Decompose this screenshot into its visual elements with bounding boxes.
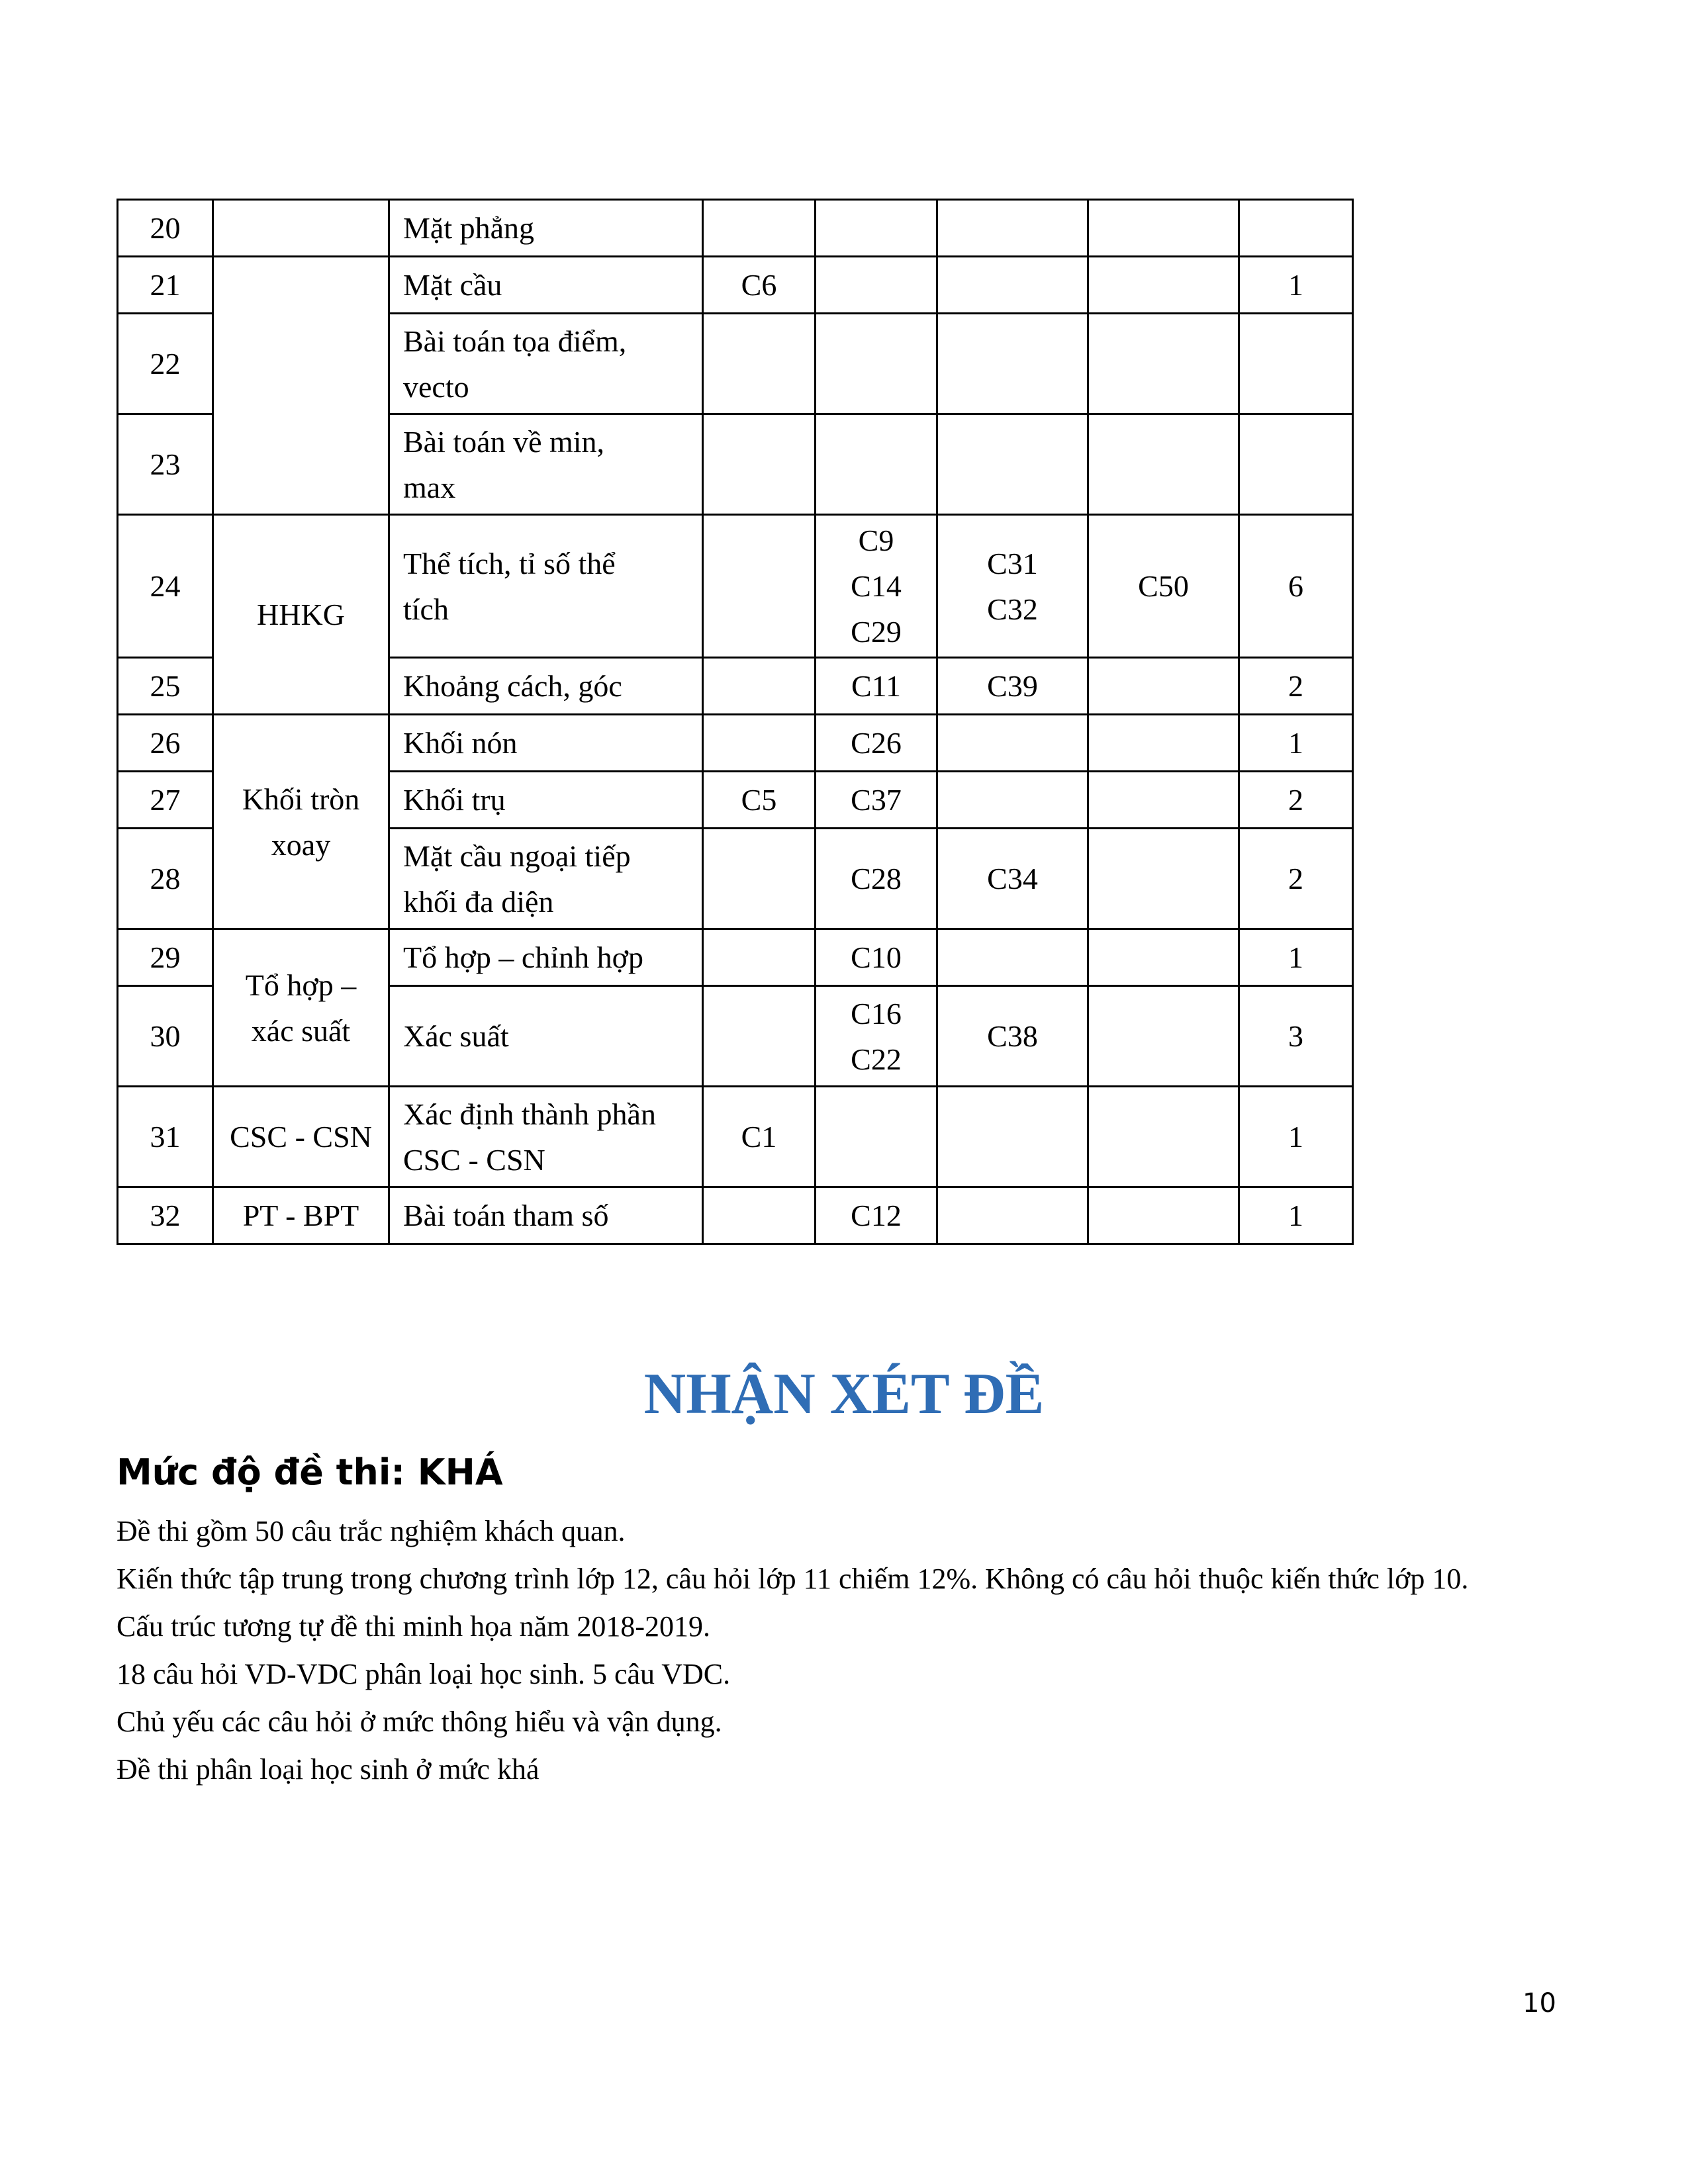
chapter-cell: HHKG	[213, 515, 389, 715]
note-line: 18 câu hỏi VD-VDC phân loại học sinh. 5 câu VDC.	[117, 1658, 731, 1690]
topic-cell	[389, 257, 703, 314]
level3-cell	[937, 772, 1088, 829]
total-cell: 1	[1239, 715, 1353, 772]
total-cell: 1	[1239, 929, 1353, 986]
level2-cell	[816, 772, 937, 829]
level4-cell	[1088, 929, 1239, 986]
table-row	[118, 200, 1353, 257]
cell-text: Bài toán tọa điểm,	[403, 324, 627, 358]
cell-text: C6	[741, 268, 777, 302]
topic-cell	[389, 772, 703, 829]
cell-text: C50	[1138, 569, 1189, 603]
level1-cell	[703, 715, 816, 772]
row-number-cell: 22	[118, 314, 213, 414]
note-line: Đề thi gồm 50 câu trắc nghiệm khách quan.	[117, 1515, 626, 1547]
row-number-cell: 26	[118, 715, 213, 772]
cell-text: C14	[851, 569, 902, 603]
level1-cell	[703, 772, 816, 829]
level1-cell	[703, 414, 816, 515]
row-number-cell: 25	[118, 658, 213, 715]
cell-text: C26	[851, 726, 902, 760]
level4-cell	[1088, 1187, 1239, 1244]
level4-cell	[1088, 715, 1239, 772]
difficulty-heading: Mức độ đề thi: KHÁ	[117, 1451, 503, 1493]
chapter-cell	[213, 200, 389, 257]
level4-cell	[1088, 200, 1239, 257]
total-cell	[1239, 200, 1353, 257]
cell-text: C22	[851, 1042, 902, 1076]
level2-cell	[816, 986, 937, 1087]
total-cell	[1239, 414, 1353, 515]
level2-cell	[816, 414, 937, 515]
table-row	[118, 1087, 1353, 1187]
cell-text: Xác suất	[403, 1019, 509, 1053]
level1-cell	[703, 257, 816, 314]
cell-text: C34	[987, 862, 1038, 895]
cell-text: Khối trụ	[403, 783, 506, 817]
row-number-cell: 32	[118, 1187, 213, 1244]
chapter-cell	[213, 257, 389, 515]
table-body	[118, 200, 1353, 1244]
cell-text: max	[403, 470, 456, 504]
notes-list	[117, 1508, 1468, 1794]
level1-cell	[703, 515, 816, 658]
topic-cell	[389, 314, 703, 414]
level1-cell	[703, 1087, 816, 1187]
level2-cell	[816, 1187, 937, 1244]
row-number-cell: 27	[118, 772, 213, 829]
cell-text: Xác định thành phần	[403, 1097, 656, 1131]
cell-text: C39	[987, 669, 1038, 703]
topic-cell	[389, 715, 703, 772]
level4-cell	[1088, 829, 1239, 929]
cell-text: C28	[851, 862, 902, 895]
row-number-cell: 31	[118, 1087, 213, 1187]
topic-cell	[389, 200, 703, 257]
level1-cell	[703, 986, 816, 1087]
section-title: NHẬN XÉT ĐỀ	[643, 1362, 1045, 1426]
topic-cell	[389, 1087, 703, 1187]
level3-cell	[937, 200, 1088, 257]
topic-cell	[389, 658, 703, 715]
total-cell: 1	[1239, 1087, 1353, 1187]
total-cell: 2	[1239, 772, 1353, 829]
level3-cell	[937, 715, 1088, 772]
level1-cell	[703, 658, 816, 715]
cell-text: vecto	[403, 369, 469, 404]
chapter-cell: PT - BPT	[213, 1187, 389, 1244]
level2-cell	[816, 715, 937, 772]
cell-text: Tổ hợp – chỉnh hợp	[403, 940, 643, 974]
cell-text: khối đa diện	[403, 884, 554, 919]
cell-text: C12	[851, 1199, 902, 1232]
topic-cell	[389, 829, 703, 929]
cell-text: C31	[987, 546, 1038, 580]
level2-cell	[816, 314, 937, 414]
total-cell: 1	[1239, 1187, 1353, 1244]
level4-cell	[1088, 772, 1239, 829]
cell-text: Khối nón	[403, 726, 518, 760]
level1-cell	[703, 314, 816, 414]
note-line: Đề thi phân loại học sinh ở mức khá	[117, 1753, 539, 1786]
total-cell: 3	[1239, 986, 1353, 1087]
topic-cell	[389, 414, 703, 515]
total-cell: 2	[1239, 829, 1353, 929]
topic-cell	[389, 1187, 703, 1244]
level4-cell	[1088, 314, 1239, 414]
cell-text: Mặt phẳng	[403, 211, 535, 245]
cell-text: C1	[741, 1120, 777, 1154]
row-number-cell: 28	[118, 829, 213, 929]
note-line: Kiến thức tập trung trong chương trình lớp 12, câu hỏi lớp 11 chiếm 12%. Không có câu hỏi thuộc kiến thức lớp 10.	[117, 1563, 1469, 1595]
total-cell	[1239, 314, 1353, 414]
cell-text: Mặt cầu ngoại tiếp	[403, 839, 631, 873]
cell-text: C37	[851, 783, 902, 817]
cell-text: C5	[741, 783, 777, 817]
row-number-cell: 23	[118, 414, 213, 515]
total-cell: 1	[1239, 257, 1353, 314]
chapter-cell: Khối tròn xoay	[213, 715, 389, 929]
chapter-cell: CSC - CSN	[213, 1087, 389, 1187]
table-row	[118, 929, 1353, 986]
topic-cell	[389, 929, 703, 986]
cell-text: C29	[851, 615, 902, 649]
cell-text: C16	[851, 996, 902, 1030]
cell-text: C38	[987, 1019, 1038, 1053]
cell-text: C9	[858, 523, 894, 557]
level3-cell	[937, 829, 1088, 929]
table-row	[118, 715, 1353, 772]
row-number-cell: 30	[118, 986, 213, 1087]
level1-cell	[703, 829, 816, 929]
level1-cell	[703, 1187, 816, 1244]
level2-cell	[816, 515, 937, 658]
cell-text: Bài toán tham số	[403, 1199, 609, 1232]
note-line: Chủ yếu các câu hỏi ở mức thông hiểu và vận dụng.	[117, 1706, 722, 1738]
cell-text: Thể tích, tỉ số thể	[403, 546, 616, 580]
cell-text: C10	[851, 940, 902, 974]
level3-cell	[937, 1187, 1088, 1244]
level4-cell	[1088, 515, 1239, 658]
level3-cell	[937, 515, 1088, 658]
level2-cell	[816, 658, 937, 715]
level4-cell	[1088, 658, 1239, 715]
level3-cell	[937, 257, 1088, 314]
note-line: Cấu trúc tương tự đề thi minh họa năm 2018-2019.	[117, 1610, 711, 1643]
level3-cell	[937, 658, 1088, 715]
level4-cell	[1088, 414, 1239, 515]
level2-cell	[816, 257, 937, 314]
level4-cell	[1088, 257, 1239, 314]
level3-cell	[937, 929, 1088, 986]
level3-cell	[937, 1087, 1088, 1187]
level2-cell	[816, 929, 937, 986]
row-number-cell: 29	[118, 929, 213, 986]
level3-cell	[937, 314, 1088, 414]
level3-cell	[937, 414, 1088, 515]
topic-cell	[389, 986, 703, 1087]
total-cell: 2	[1239, 658, 1353, 715]
level1-cell	[703, 929, 816, 986]
page-number: 10	[1523, 1988, 1556, 2019]
question-matrix-table	[117, 199, 1354, 1245]
cell-text: Bài toán về min,	[403, 424, 605, 459]
table-row	[118, 1187, 1353, 1244]
level1-cell	[703, 200, 816, 257]
level4-cell	[1088, 986, 1239, 1087]
chapter-cell: Tổ hợp – xác suất	[213, 929, 389, 1087]
total-cell: 6	[1239, 515, 1353, 658]
cell-text: Khoảng cách, góc	[403, 669, 622, 703]
topic-cell	[389, 515, 703, 658]
cell-text: CSC - CSN	[403, 1142, 545, 1177]
level2-cell	[816, 829, 937, 929]
table-row	[118, 257, 1353, 314]
cell-text: C11	[851, 669, 901, 703]
cell-text: C32	[987, 592, 1038, 626]
row-number-cell: 20	[118, 200, 213, 257]
level2-cell	[816, 200, 937, 257]
row-number-cell: 21	[118, 257, 213, 314]
cell-text: tích	[403, 592, 449, 626]
level4-cell	[1088, 1087, 1239, 1187]
level2-cell	[816, 1087, 937, 1187]
table-row	[118, 515, 1353, 658]
level3-cell	[937, 986, 1088, 1087]
row-number-cell: 24	[118, 515, 213, 658]
cell-text: Mặt cầu	[403, 268, 502, 302]
